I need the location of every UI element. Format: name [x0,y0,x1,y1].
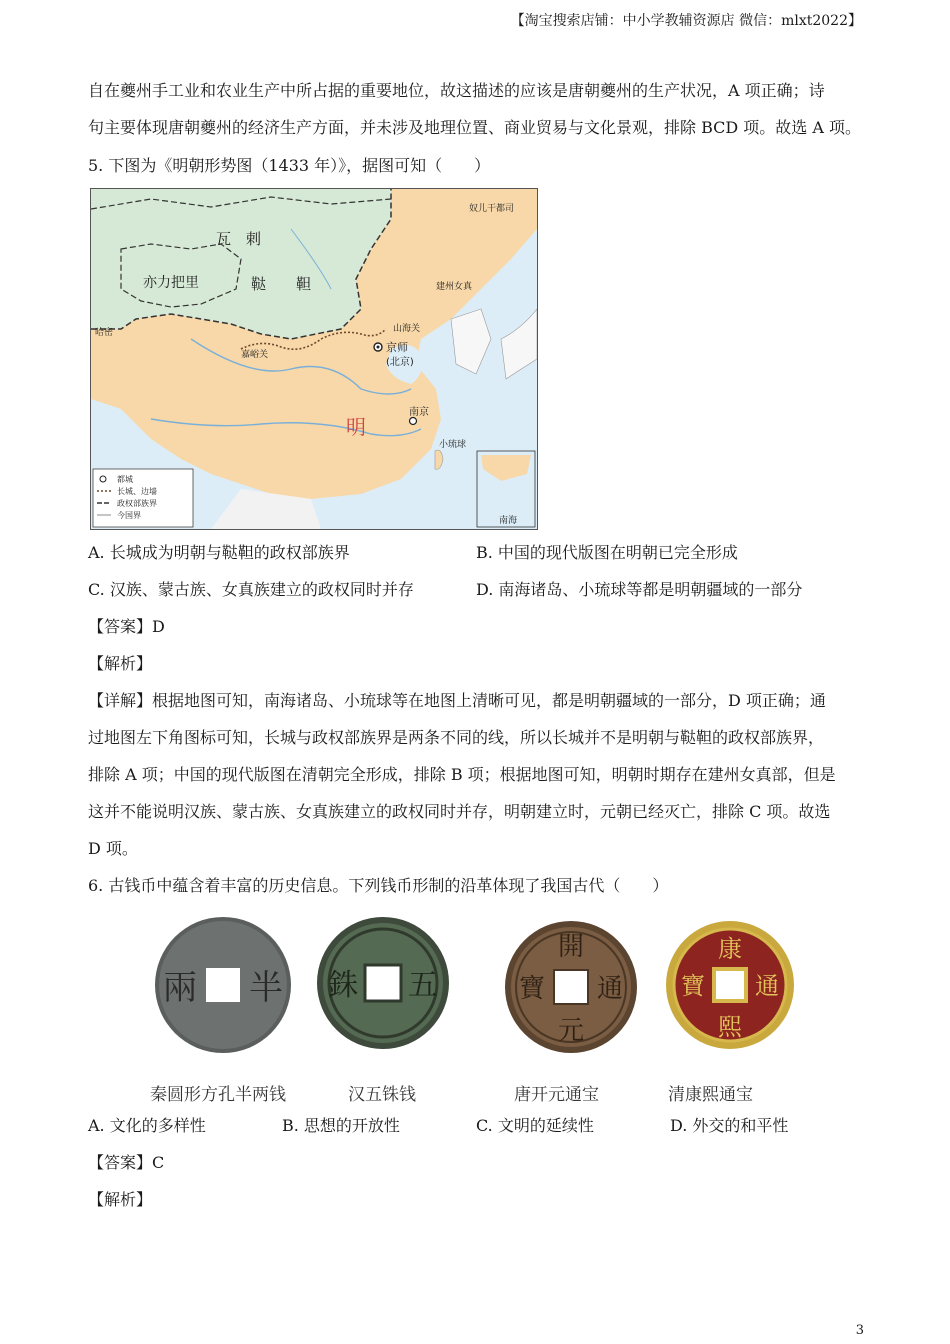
ming-map-svg [91,189,537,529]
coin-4-right-char: 通 [755,972,779,1000]
coin-1-left-char: 兩 [163,968,197,1008]
legend-great-wall: 长城、边墙 [117,487,157,496]
map-label-beijing: (北京) [386,357,414,368]
q6-analysis-title: 【解析】 [88,1190,153,1209]
q6-option-c: C. 文明的延续性 [476,1116,594,1135]
map-label-yilibali: 亦力把里 [143,275,199,291]
legend-regime-border: 政权部族界 [117,499,157,508]
coin-qing-kangxi [666,921,794,1049]
coin-4-top-char: 康 [718,935,742,963]
map-label-nanjing: 南京 [409,407,429,418]
q5-option-c: C. 汉族、蒙古族、女真族建立的政权同时并存 [88,580,414,599]
q5-detail-line-5: D 项。 [88,839,138,858]
q5-detail-line-2: 过地图左下角图标可知，长城与政权部族界是两条不同的线，所以长城并不是明朝与鞑靼的政权部族界， [88,728,825,747]
coin-4-caption: 清康熙通宝 [668,1085,753,1105]
map-label-nanhai: 南海 [499,516,518,526]
page-number: 3 [855,1323,864,1338]
q5-detail-line-3: 排除 A 项；中国的现代版图在清朝完全形成，排除 B 项；根据地图可知，明朝时期存在建州女真部，但是 [88,765,836,784]
q6-answer: 【答案】C [88,1153,165,1172]
coin-4-left-char: 寶 [681,972,705,1000]
coin-tang-kaiyuan [505,921,637,1053]
q5-option-b: B. 中国的现代版图在明朝已完全形成 [476,543,738,562]
legend-modern-border: 今国界 [117,511,141,520]
map-label-shanhaiguan: 山海关 [393,324,421,334]
page-header: 【淘宝搜索店铺：中小学教辅资源店 微信：mlxt2022】 [510,13,862,29]
coin-1-caption: 秦圆形方孔半两钱 [150,1085,286,1105]
intro-line-1: 自在夔州手工业和农业生产中所占据的重要地位，故这描述的应该是唐朝夔州的生产状况，A 项正确；诗 [88,81,825,100]
q5-detail-line-1: 【详解】根据地图可知，南海诸岛、小琉球等在地图上清晰可见，都是明朝疆域的一部分，D 项正确；通 [88,691,826,710]
question-6-stem: 6. 古钱币中蕴含着丰富的历史信息。下列钱币形制的沿革体现了我国古代（ ） [88,876,669,895]
coins-figure [140,905,820,1075]
q5-option-d: D. 南海诸岛、小琉球等都是明朝疆域的一部分 [476,580,803,599]
coin-qin-banliang [155,917,291,1053]
coin-3-left-char: 寶 [518,974,546,1004]
intro-line-2: 句主要体现唐朝夔州的经济生产方面，并未涉及地理位置、商业贸易与文化景观，排除 BCD 项。故选 A 项。 [88,118,862,137]
q5-detail-line-4: 这并不能说明汉族、蒙古族、女真族建立的政权同时并存，明朝建立时，元朝已经灭亡，排除 C 项。故选 [88,802,831,821]
map-label-wala: 瓦 剌 [216,230,262,248]
map-label-jingshi: 京师 [386,341,408,354]
map-label-hami: 哈密 [95,328,114,338]
map-label-dada: 鞑 靼 [251,275,312,293]
coin-2-caption: 汉五铢钱 [348,1085,416,1105]
q6-option-a: A. 文化的多样性 [88,1116,206,1135]
ming-map [90,188,538,530]
question-5-stem: 5. 下图为《明朝形势图（1433 年）》，据图可知（ ） [88,156,491,175]
coin-3-right-char: 通 [596,974,624,1004]
coin-2-left-char: 銖 [328,968,358,1003]
map-label-jiayuguan: 嘉峪关 [241,350,269,360]
coin-han-wuzhu [317,917,449,1049]
legend-capital: 都城 [117,475,133,484]
map-label-ming: 明 [346,415,366,439]
q5-answer: 【答案】D [88,617,165,636]
q5-option-a: A. 长城成为明朝与鞑靼的政权部族界 [88,543,350,562]
q6-option-d: D. 外交的和平性 [670,1116,789,1135]
map-label-xiaoliuqiu: 小琉球 [439,440,467,450]
coin-4-bottom-char: 熙 [718,1013,742,1041]
q5-analysis-title: 【解析】 [88,654,153,673]
map-label-nuergan: 奴儿干都司 [469,204,515,214]
q6-option-b: B. 思想的开放性 [282,1116,400,1135]
coin-3-top-char: 開 [557,932,585,962]
coin-3-bottom-char: 元 [557,1016,585,1046]
map-label-jianzhou: 建州女真 [436,282,473,292]
coin-3-caption: 唐开元通宝 [514,1085,599,1105]
coin-1-right-char: 半 [249,968,283,1008]
coin-2-right-char: 五 [408,968,438,1003]
